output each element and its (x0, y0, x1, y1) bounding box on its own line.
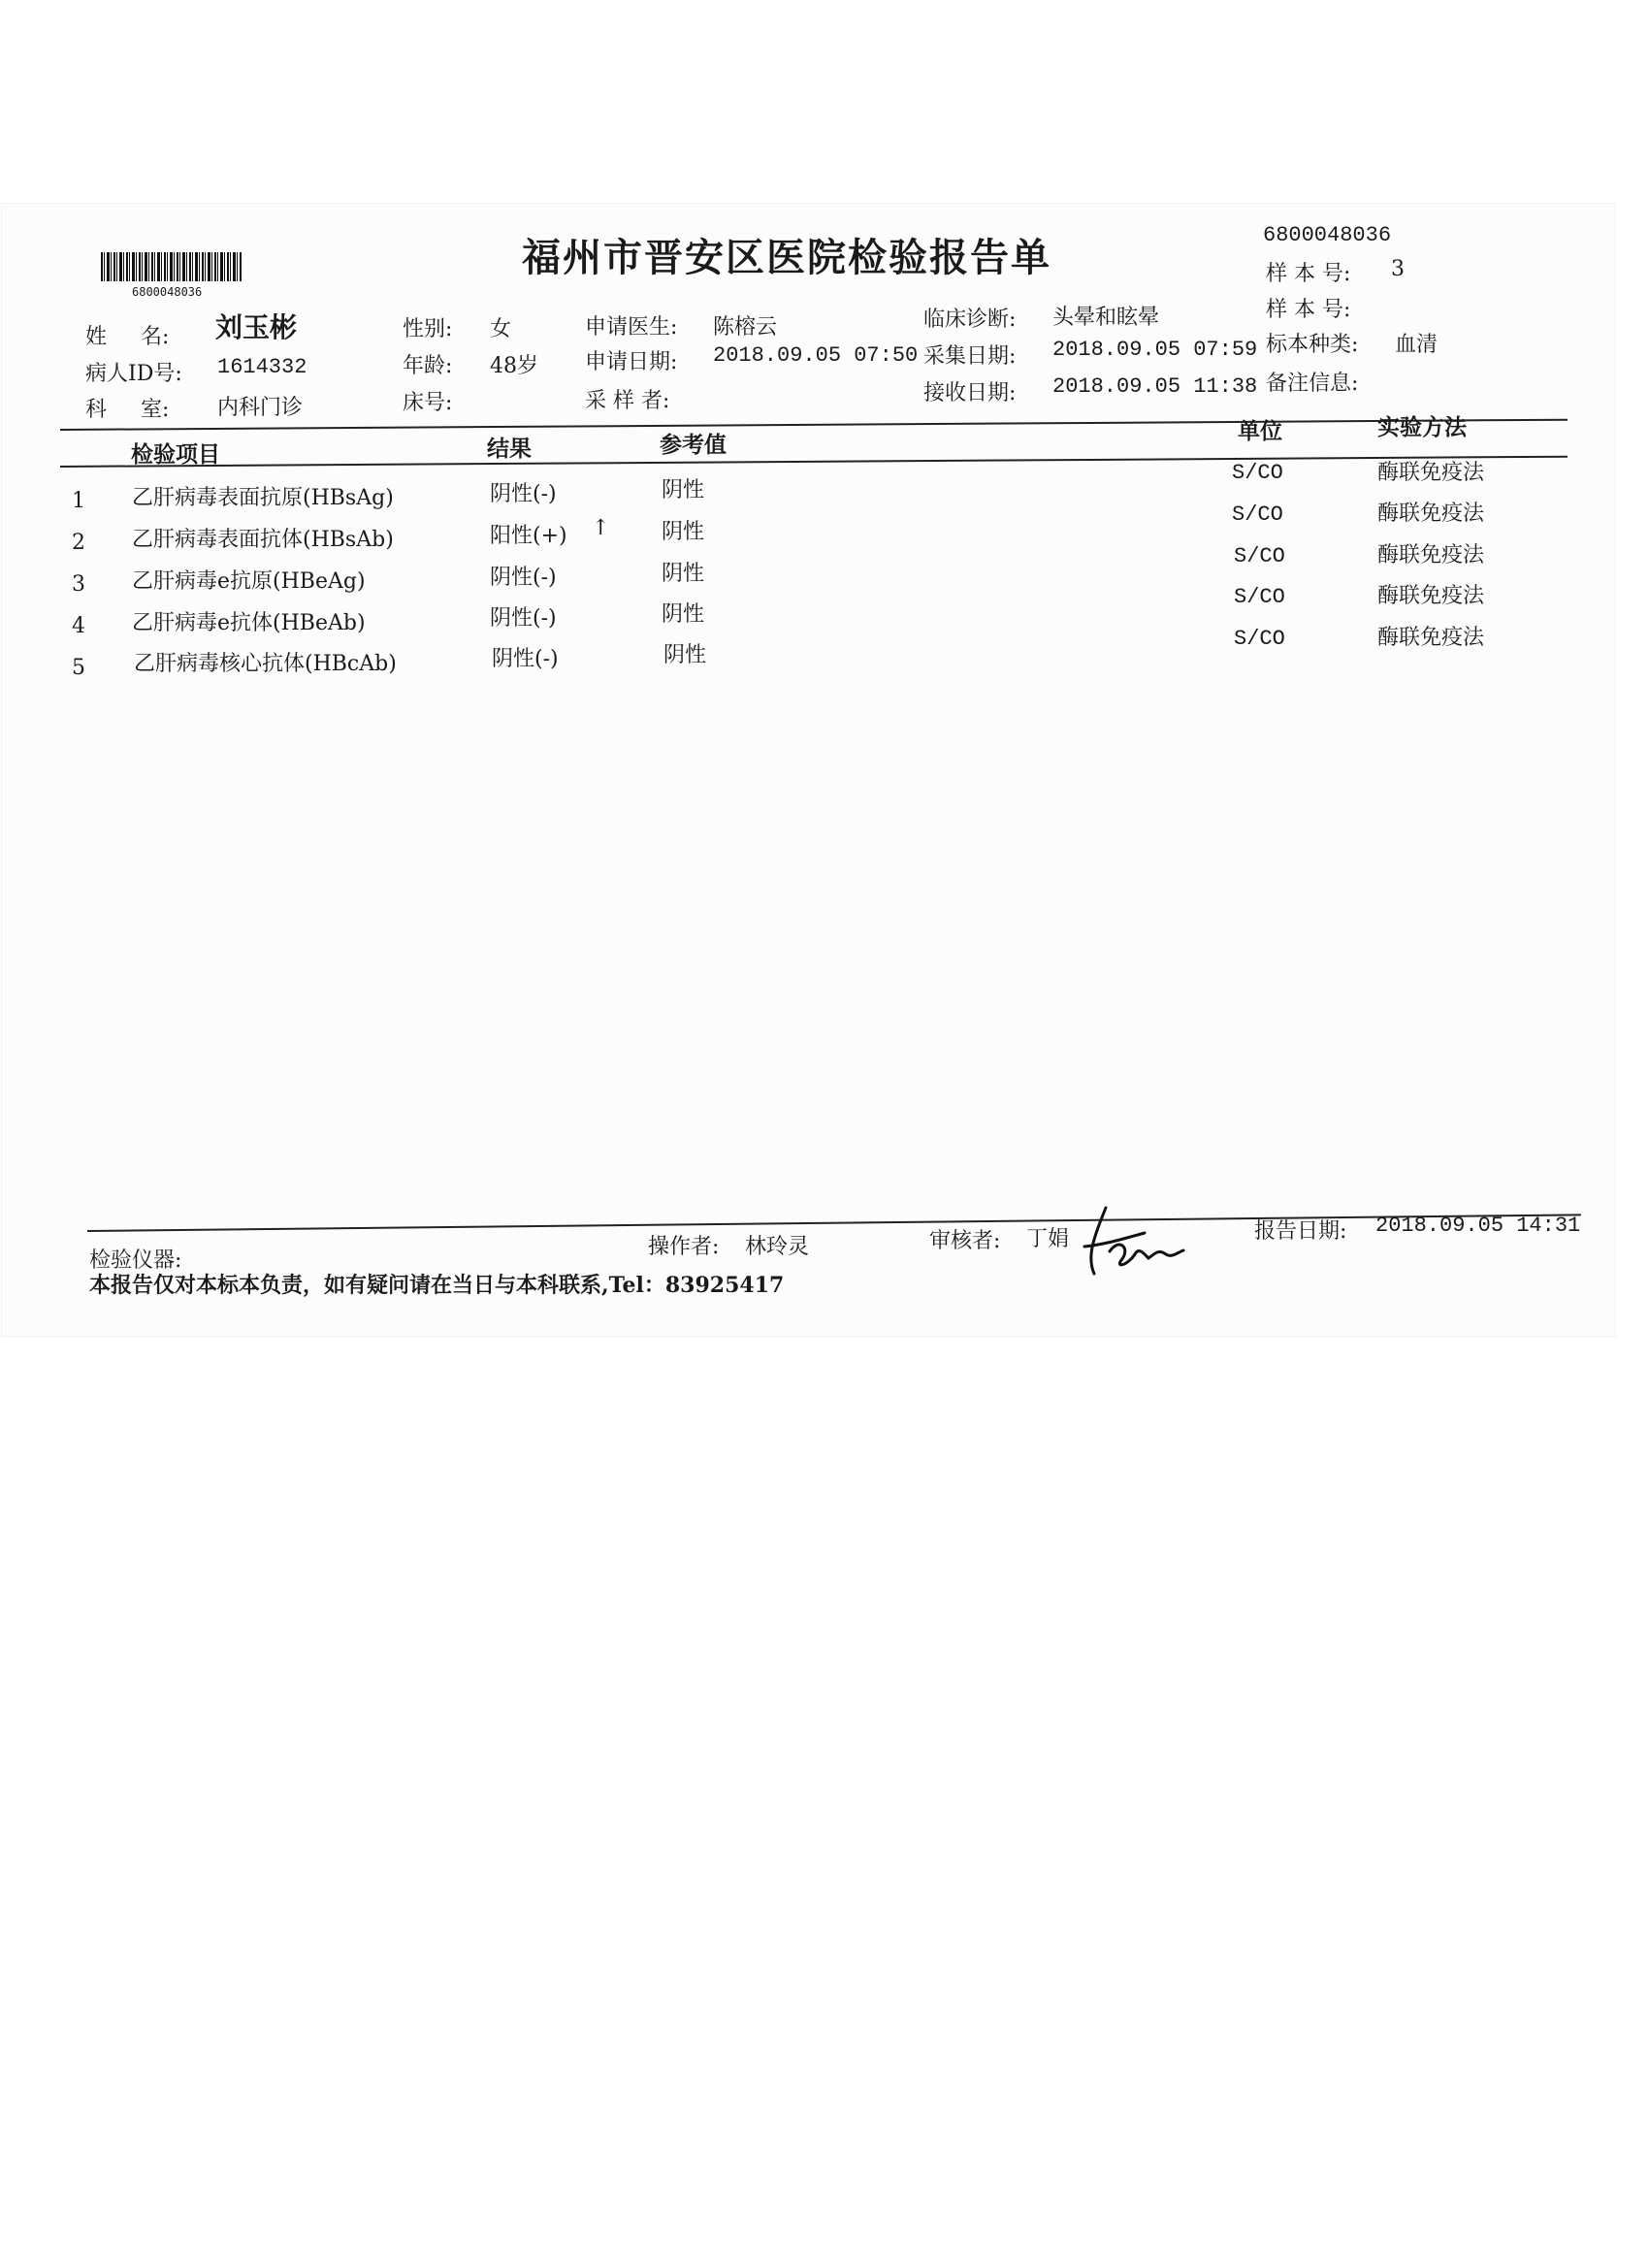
specimen-type-value: 血清 (1395, 333, 1439, 357)
dept-value: 内科门诊 (217, 396, 304, 420)
col-header-method: 实验方法 (1377, 414, 1467, 440)
col-header-item: 检验项目 (131, 441, 220, 468)
test-method: 酶联免疫法 (1377, 543, 1485, 567)
age-label: 年龄: (403, 354, 453, 378)
row-number: 5 (72, 656, 85, 680)
col-header-unit: 单位 (1238, 418, 1282, 444)
test-method: 酶联免疫法 (1377, 461, 1485, 485)
test-item: 乙肝病毒e抗原(HBeAg) (132, 569, 366, 594)
test-result: 阴性(-) (492, 647, 559, 671)
collect-date-value: 2018.09.05 07:59 (1052, 338, 1258, 362)
test-method: 酶联免疫法 (1377, 584, 1485, 608)
collect-date-label: 采集日期: (923, 344, 1017, 369)
sample-no-label: 样 本 号: (1266, 262, 1351, 286)
report-date-label: 报告日期: (1254, 1219, 1347, 1244)
sample-no2-label: 样 本 号: (1266, 298, 1351, 322)
test-result: 阴性(-) (490, 482, 557, 506)
sex-label: 性别: (403, 317, 453, 341)
test-item: 乙肝病毒核心抗体(HBcAb) (134, 652, 397, 676)
dept-label: 科 室: (85, 398, 170, 422)
reviewer-value: 丁娟 (1026, 1227, 1070, 1251)
test-unit: S/CO (1234, 627, 1285, 651)
row-number: 3 (72, 572, 85, 597)
instrument-label: 检验仪器: (89, 1248, 182, 1273)
diagnosis-value: 头晕和眩晕 (1052, 306, 1160, 330)
test-unit: S/CO (1234, 544, 1285, 568)
remark-label: 备注信息: (1266, 372, 1359, 396)
sex-value: 女 (490, 317, 512, 341)
test-item: 乙肝病毒表面抗体(HBsAb) (132, 528, 394, 552)
test-unit: S/CO (1234, 585, 1285, 609)
test-method: 酶联免疫法 (1377, 626, 1485, 650)
test-unit: S/CO (1232, 461, 1283, 485)
test-reference: 阴性 (662, 562, 705, 586)
col-header-reference: 参考值 (660, 432, 727, 458)
patient-id-label: 病人ID号: (85, 362, 182, 386)
sample-no-value: 3 (1391, 257, 1405, 281)
name-label: 姓 名: (85, 325, 170, 349)
operator-value: 林玲灵 (745, 1235, 810, 1259)
test-reference: 阴性 (662, 602, 705, 627)
col-header-result: 结果 (487, 436, 532, 462)
report-code: 6800048036 (1263, 223, 1392, 247)
test-reference: 阴性 (662, 520, 705, 544)
specimen-type-label: 标本种类: (1266, 333, 1359, 357)
diagnosis-label: 临床诊断: (923, 308, 1017, 332)
request-doctor-label: 申请医生: (585, 315, 678, 340)
test-reference: 阴性 (662, 478, 705, 502)
patient-id: 1614332 (217, 355, 307, 379)
barcode (101, 252, 242, 281)
receive-date-value: 2018.09.05 11:38 (1052, 374, 1258, 399)
test-method: 酶联免疫法 (1377, 502, 1485, 526)
request-date-label: 申请日期: (585, 350, 678, 374)
bed-label: 床号: (403, 391, 453, 415)
test-result: 阴性(-) (490, 606, 557, 631)
test-unit: S/CO (1232, 502, 1283, 527)
abnormal-flag-icon: ↑ (592, 516, 610, 540)
age-value: 48岁 (490, 354, 538, 378)
test-item: 乙肝病毒e抗体(HBeAb) (132, 611, 366, 635)
reviewer-signature (1077, 1198, 1193, 1285)
disclaimer-note: 本报告仅对本标本负责，如有疑问请在当日与本科联系,Tel：83925417 (89, 1273, 785, 1298)
receive-date-label: 接收日期: (923, 381, 1017, 405)
request-doctor-value: 陈榕云 (713, 315, 778, 340)
row-number: 2 (72, 531, 85, 555)
report-title: 福州市晋安区医院检验报告单 (522, 235, 1051, 280)
test-item: 乙肝病毒表面抗原(HBsAg) (132, 486, 394, 510)
reviewer-label: 审核者: (929, 1229, 1001, 1253)
request-date-value: 2018.09.05 07:50 (713, 343, 919, 368)
row-number: 4 (72, 614, 85, 638)
patient-name: 刘玉彬 (215, 311, 298, 343)
test-result: 阴性(-) (490, 566, 557, 590)
operator-label: 操作者: (648, 1235, 720, 1259)
sampler-label: 采 样 者: (585, 389, 670, 413)
report-date-value: 2018.09.05 14:31 (1375, 1214, 1581, 1238)
barcode-number: 6800048036 (132, 285, 203, 299)
test-reference: 阴性 (663, 643, 707, 667)
row-number: 1 (72, 489, 85, 513)
test-result: 阳性(+) (490, 524, 567, 548)
